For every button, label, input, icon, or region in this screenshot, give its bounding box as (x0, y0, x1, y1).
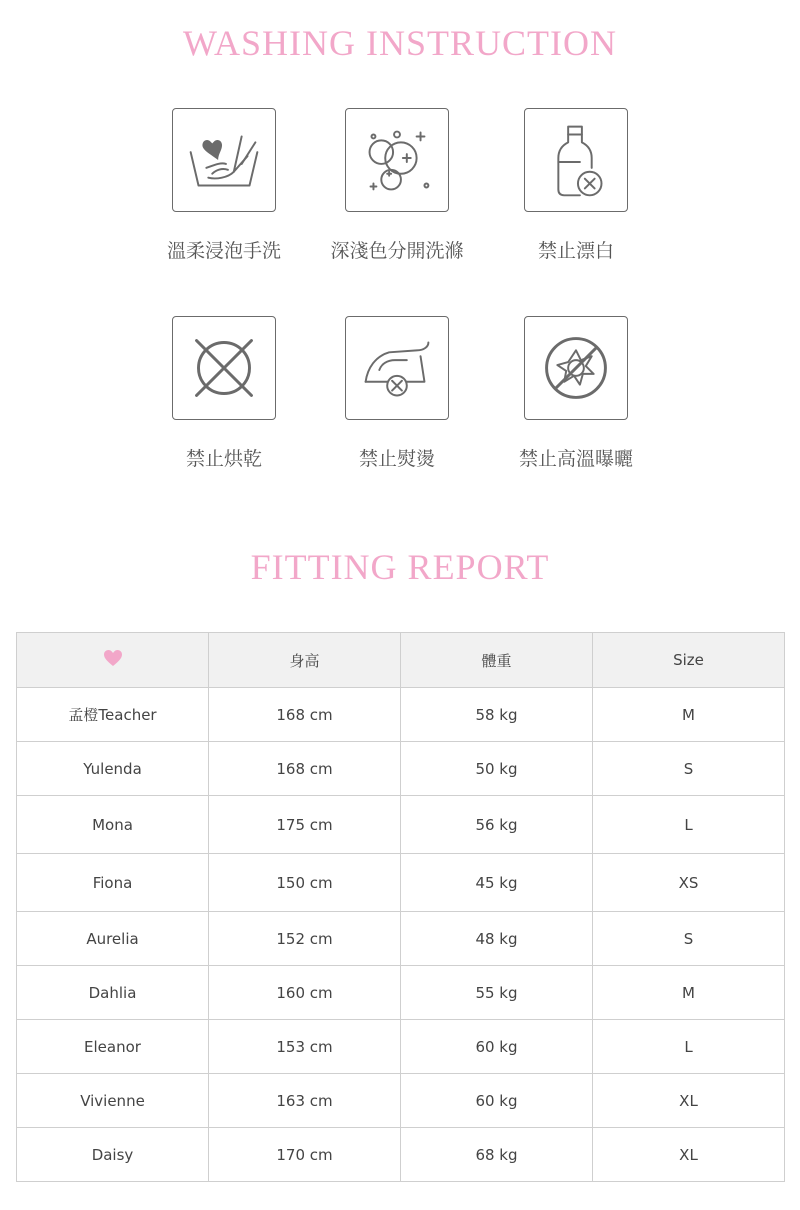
weight-cell: 60 kg (401, 1020, 593, 1074)
size-cell: XL (593, 1074, 785, 1128)
caption-no-sun-dry: 禁止高溫曝曬 (518, 448, 633, 470)
name-cell: 孟橙Teacher (17, 688, 209, 742)
size-cell: S (593, 742, 785, 796)
height-cell: 152 cm (209, 912, 401, 966)
table-row (17, 912, 785, 966)
name-cell: Aurelia (17, 912, 209, 966)
height-cell: 168 cm (209, 688, 401, 742)
no-iron-icon (345, 316, 449, 420)
table-row (17, 742, 785, 796)
weight-cell: 56 kg (401, 796, 593, 854)
weight-cell: 58 kg (401, 688, 593, 742)
no-bleach-icon (524, 108, 628, 212)
weight-cell: 60 kg (401, 1074, 593, 1128)
table-row (17, 854, 785, 912)
separate-colors-icon (345, 108, 449, 212)
caption-hand-wash: 溫柔浸泡手洗 (166, 240, 281, 262)
table-row (17, 688, 785, 742)
height-cell: 160 cm (209, 966, 401, 1020)
header-height: 身高 (209, 633, 401, 688)
caption-no-iron: 禁止熨燙 (358, 448, 435, 470)
washing-instruction-title: WASHING INSTRUCTION (183, 23, 617, 63)
heart-icon (103, 649, 123, 667)
name-cell: Fiona (17, 854, 209, 912)
weight-cell: 68 kg (401, 1128, 593, 1182)
weight-cell: 45 kg (401, 854, 593, 912)
table-row (17, 1020, 785, 1074)
weight-cell: 55 kg (401, 966, 593, 1020)
name-cell: Mona (17, 796, 209, 854)
name-cell: Dahlia (17, 966, 209, 1020)
height-cell: 150 cm (209, 854, 401, 912)
size-cell: L (593, 1020, 785, 1074)
size-cell: M (593, 966, 785, 1020)
size-cell: S (593, 912, 785, 966)
no-sun-dry-icon (524, 316, 628, 420)
header-name-cell (17, 633, 209, 688)
height-cell: 168 cm (209, 742, 401, 796)
weight-cell: 50 kg (401, 742, 593, 796)
table-row (17, 1074, 785, 1128)
height-cell: 163 cm (209, 1074, 401, 1128)
height-cell: 153 cm (209, 1020, 401, 1074)
fitting-table (16, 632, 785, 1182)
hand-wash-icon (172, 108, 276, 212)
no-tumble-dry-icon (172, 316, 276, 420)
caption-separate-colors: 深淺色分開洗滌 (330, 240, 464, 262)
size-cell: M (593, 688, 785, 742)
height-cell: 170 cm (209, 1128, 401, 1182)
height-cell: 175 cm (209, 796, 401, 854)
table-row (17, 1128, 785, 1182)
header-size: Size (593, 633, 785, 688)
table-row (17, 966, 785, 1020)
caption-no-bleach: 禁止漂白 (537, 240, 614, 262)
name-cell: Yulenda (17, 742, 209, 796)
table-header-row (17, 633, 785, 688)
caption-no-tumble-dry: 禁止烘乾 (185, 448, 262, 470)
size-cell: XS (593, 854, 785, 912)
name-cell: Vivienne (17, 1074, 209, 1128)
name-cell: Daisy (17, 1128, 209, 1182)
name-cell: Eleanor (17, 1020, 209, 1074)
table-row (17, 796, 785, 854)
size-cell: XL (593, 1128, 785, 1182)
size-cell: L (593, 796, 785, 854)
header-weight: 體重 (401, 633, 593, 688)
weight-cell: 48 kg (401, 912, 593, 966)
fitting-report-title: FITTING REPORT (250, 547, 550, 587)
